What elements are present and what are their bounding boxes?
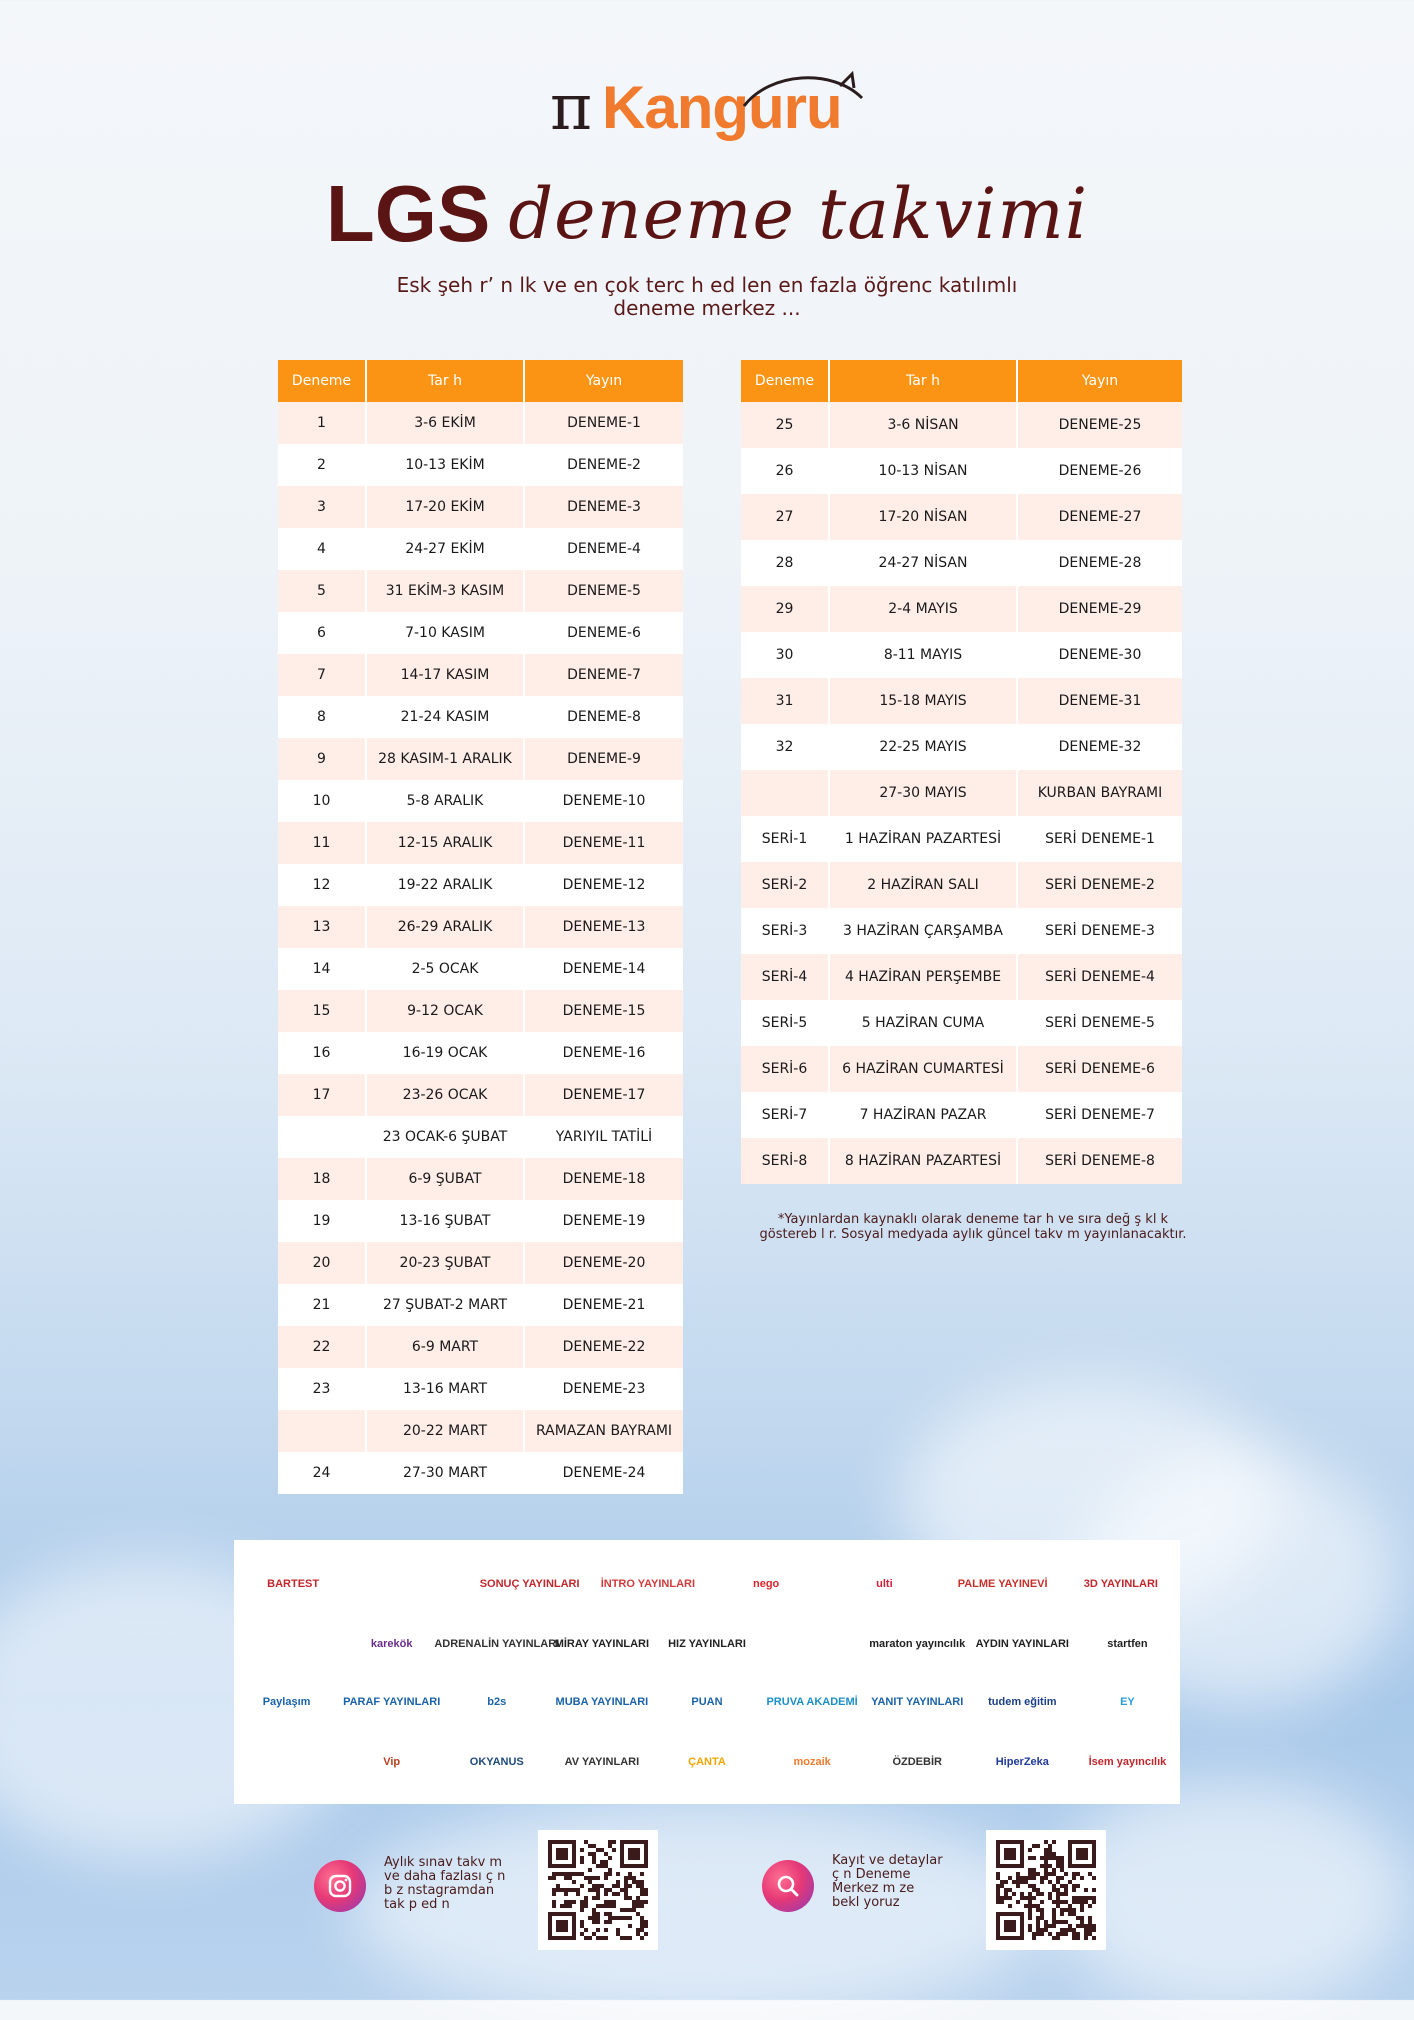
cell-yayin: DENEME-30: [1017, 632, 1182, 678]
cell-deneme: 28: [741, 540, 829, 586]
cell-deneme: 18: [278, 1158, 366, 1200]
publisher-logo: HiperZeka: [995, 1756, 1049, 1768]
table-row: [741, 816, 1182, 862]
table-row: [278, 1368, 683, 1410]
cell-tarih: 26-29 ARALIK: [366, 906, 524, 948]
publisher-logo: ÖZDEBİR: [892, 1756, 942, 1768]
cell-yayin: DENEME-7: [524, 654, 683, 696]
header-tarih: Tar h: [366, 360, 524, 402]
table-row: [741, 586, 1182, 632]
page-title: [0, 168, 1414, 258]
cell-yayin: DENEME-25: [1017, 402, 1182, 448]
instagram-text: Aylık sınav takv m ve daha fazlası ç n b z nstagramdan tak p ed n: [384, 1855, 506, 1912]
cell-deneme: SERİ-5: [741, 1000, 829, 1046]
cell-yayin: DENEME-10: [524, 780, 683, 822]
table-row: [741, 954, 1182, 1000]
cell-yayin: DENEME-3: [524, 486, 683, 528]
cell-tarih: 8 HAZİRAN PAZARTESİ: [829, 1138, 1017, 1184]
publisher-logo: b2s: [487, 1696, 507, 1708]
cell-deneme: 13: [278, 906, 366, 948]
subtitle: Esk şeh r’ n lk ve en çok terc h ed len en fazla öğrenc katılımlı deneme merkez ...: [396, 273, 1018, 320]
cell-yayin: DENEME-20: [524, 1242, 683, 1284]
publisher-logo: Paylaşım: [262, 1696, 311, 1708]
table-row: [278, 906, 683, 948]
publisher-logo: ulti: [876, 1578, 893, 1590]
cell-deneme: 1: [278, 402, 366, 444]
cell-deneme: 30: [741, 632, 829, 678]
publisher-logo: OKYANUS: [469, 1756, 524, 1768]
publisher-logo: Vip: [383, 1756, 401, 1768]
table-row: [278, 1326, 683, 1368]
cell-deneme: 27: [741, 494, 829, 540]
table-row: [278, 738, 683, 780]
cell-tarih: 10-13 EKİM: [366, 444, 524, 486]
title-lgs: LGS: [325, 169, 491, 258]
cell-yayin: DENEME-27: [1017, 494, 1182, 540]
table-row: [278, 1284, 683, 1326]
publisher-logo: 3D YAYINLARI: [1083, 1578, 1158, 1590]
cell-deneme: SERİ-6: [741, 1046, 829, 1092]
table-row: [741, 632, 1182, 678]
cell-tarih: 4 HAZİRAN PERŞEMBE: [829, 954, 1017, 1000]
cell-deneme: 29: [741, 586, 829, 632]
table-row: [741, 540, 1182, 586]
cell-yayin: DENEME-5: [524, 570, 683, 612]
cell-tarih: 20-23 ŞUBAT: [366, 1242, 524, 1284]
cell-yayin: DENEME-22: [524, 1326, 683, 1368]
cell-tarih: 20-22 MART: [366, 1410, 524, 1452]
table-row: [741, 448, 1182, 494]
cell-deneme: SERİ-4: [741, 954, 829, 1000]
cell-yayin: DENEME-17: [524, 1074, 683, 1116]
cell-tarih: 15-18 MAYIS: [829, 678, 1017, 724]
cell-tarih: 6 HAZİRAN CUMARTESİ: [829, 1046, 1017, 1092]
cell-deneme: 23: [278, 1368, 366, 1410]
publisher-logo: ÇANTA: [688, 1756, 726, 1768]
title-script: deneme takvimi: [508, 173, 1089, 255]
publisher-logo: [359, 1562, 463, 1606]
table-row: [278, 570, 683, 612]
table-row: [278, 948, 683, 990]
cell-deneme: 17: [278, 1074, 366, 1116]
cell-deneme: 16: [278, 1032, 366, 1074]
publisher-logo: YANIT YAYINLARI: [871, 1696, 964, 1708]
cell-deneme: SERİ-7: [741, 1092, 829, 1138]
cell-yayin: DENEME-8: [524, 696, 683, 738]
brand-name: Kanguru: [602, 74, 842, 141]
cell-tarih: 28 KASIM-1 ARALIK: [366, 738, 524, 780]
cell-deneme: 19: [278, 1200, 366, 1242]
table-row: [741, 678, 1182, 724]
cell-yayin: DENEME-16: [524, 1032, 683, 1074]
cell-tarih: 16-19 OCAK: [366, 1032, 524, 1074]
table-row: [278, 444, 683, 486]
table-row: [278, 528, 683, 570]
cell-deneme: 4: [278, 528, 366, 570]
cell-tarih: 8-11 MAYIS: [829, 632, 1017, 678]
cell-yayin: DENEME-31: [1017, 678, 1182, 724]
cell-tarih: 10-13 NİSAN: [829, 448, 1017, 494]
table-row: [278, 990, 683, 1032]
table-row: [278, 696, 683, 738]
cell-tarih: 3-6 NİSAN: [829, 402, 1017, 448]
cell-tarih: 27 ŞUBAT-2 MART: [366, 1284, 524, 1326]
publisher-logo: MUBA YAYINLARI: [555, 1696, 649, 1708]
cell-tarih: 12-15 ARALIK: [366, 822, 524, 864]
table-row: [741, 908, 1182, 954]
cell-yayin: SERİ DENEME-3: [1017, 908, 1182, 954]
table-row: [741, 494, 1182, 540]
table-row: [278, 486, 683, 528]
cell-yayin: DENEME-6: [524, 612, 683, 654]
cell-tarih: 5 HAZİRAN CUMA: [829, 1000, 1017, 1046]
cell-deneme: 26: [741, 448, 829, 494]
publisher-logo: nego: [752, 1578, 780, 1590]
cell-yayin: DENEME-4: [524, 528, 683, 570]
table-row: [278, 1158, 683, 1200]
cell-tarih: 14-17 KASIM: [366, 654, 524, 696]
cell-deneme: 10: [278, 780, 366, 822]
brand-pi: π: [550, 71, 593, 145]
registration-section: [762, 1830, 1122, 1950]
cell-yayin: DENEME-2: [524, 444, 683, 486]
cell-deneme: 25: [741, 402, 829, 448]
table-row: [278, 1452, 683, 1494]
publisher-logo: AYDIN YAYINLARI: [975, 1638, 1069, 1650]
cell-tarih: 27-30 MART: [366, 1452, 524, 1494]
publisher-logo: EY: [1120, 1696, 1135, 1708]
cell-yayin: DENEME-23: [524, 1368, 683, 1410]
cell-yayin: DENEME-24: [524, 1452, 683, 1494]
cell-tarih: 6-9 ŞUBAT: [366, 1158, 524, 1200]
cell-tarih: 3 HAZİRAN ÇARŞAMBA: [829, 908, 1017, 954]
publisher-logo: ADRENALİN YAYINLARI: [434, 1638, 560, 1650]
cell-deneme: 24: [278, 1452, 366, 1494]
cell-tarih: 2-5 OCAK: [366, 948, 524, 990]
table-row: [741, 724, 1182, 770]
table-row: [278, 864, 683, 906]
publisher-logo: İNTRO YAYINLARI: [600, 1578, 696, 1590]
header-deneme: Deneme: [741, 360, 829, 402]
table-row: [741, 402, 1182, 448]
cell-yayin: DENEME-9: [524, 738, 683, 780]
cell-tarih: 23-26 OCAK: [366, 1074, 524, 1116]
cell-yayin: SERİ DENEME-6: [1017, 1046, 1182, 1092]
publisher-logo: [241, 1740, 332, 1784]
publisher-logo: SONUÇ YAYINLARI: [479, 1578, 580, 1590]
registration-text: Kayıt ve detaylar ç n Deneme Merkez m ze bekl yoruz: [832, 1853, 943, 1910]
schedule-table-right: [741, 360, 1182, 1184]
cell-tarih: 13-16 ŞUBAT: [366, 1200, 524, 1242]
cell-deneme: 7: [278, 654, 366, 696]
cell-deneme: 12: [278, 864, 366, 906]
cell-yayin: SERİ DENEME-8: [1017, 1138, 1182, 1184]
publisher-logo: MİRAY YAYINLARI: [554, 1638, 650, 1650]
cell-tarih: 3-6 EKİM: [366, 402, 524, 444]
cell-deneme: 31: [741, 678, 829, 724]
cell-yayin: DENEME-19: [524, 1200, 683, 1242]
cell-yayin: DENEME-29: [1017, 586, 1182, 632]
schedule-table-left: [278, 360, 683, 1494]
cell-deneme: 11: [278, 822, 366, 864]
table-row: [278, 1410, 683, 1452]
header-deneme: Deneme: [278, 360, 366, 402]
publisher-logos-panel: [234, 1540, 1180, 1804]
table-row: [278, 612, 683, 654]
cell-tarih: 21-24 KASIM: [366, 696, 524, 738]
cell-deneme: [741, 770, 829, 816]
instagram-icon[interactable]: [314, 1860, 366, 1912]
search-icon[interactable]: [762, 1860, 814, 1912]
cell-yayin: DENEME-12: [524, 864, 683, 906]
table-row: [278, 1116, 683, 1158]
cell-deneme: 2: [278, 444, 366, 486]
cell-tarih: 6-9 MART: [366, 1326, 524, 1368]
cell-yayin: DENEME-15: [524, 990, 683, 1032]
cell-yayin: YARIYIL TATİLİ: [524, 1116, 683, 1158]
brand-logo: [550, 68, 870, 148]
cell-tarih: 23 OCAK-6 ŞUBAT: [366, 1116, 524, 1158]
header-yayin: Yayın: [1017, 360, 1182, 402]
cell-yayin: SERİ DENEME-1: [1017, 816, 1182, 862]
cell-yayin: SERİ DENEME-4: [1017, 954, 1182, 1000]
publisher-logo: İsem yayıncılık: [1088, 1756, 1167, 1768]
cell-deneme: 8: [278, 696, 366, 738]
publisher-logo: mozaik: [793, 1756, 831, 1768]
publisher-logo: [767, 1622, 858, 1666]
cell-tarih: 17-20 NİSAN: [829, 494, 1017, 540]
publisher-logo: PARAF YAYINLARI: [343, 1696, 441, 1708]
table-row: [278, 1242, 683, 1284]
publisher-logo: BARTEST: [267, 1578, 320, 1590]
table-row: [741, 1000, 1182, 1046]
cell-deneme: 32: [741, 724, 829, 770]
cell-deneme: SERİ-1: [741, 816, 829, 862]
cell-deneme: 21: [278, 1284, 366, 1326]
cell-yayin: DENEME-1: [524, 402, 683, 444]
table-row: [278, 1032, 683, 1074]
publisher-logo: tudem eğitim: [988, 1696, 1057, 1708]
cell-yayin: DENEME-26: [1017, 448, 1182, 494]
instagram-section: [314, 1830, 674, 1950]
cell-tarih: 22-25 MAYIS: [829, 724, 1017, 770]
publisher-logo: HIZ YAYINLARI: [668, 1638, 746, 1650]
publisher-logo: karekök: [370, 1638, 413, 1650]
publisher-logo: PRUVA AKADEMİ: [766, 1696, 858, 1708]
table-row: [741, 862, 1182, 908]
cell-yayin: DENEME-11: [524, 822, 683, 864]
publisher-logo: PALME YAYINEVİ: [957, 1578, 1048, 1590]
table-row: [278, 402, 683, 444]
cell-deneme: [278, 1410, 366, 1452]
cell-yayin: DENEME-18: [524, 1158, 683, 1200]
publisher-logo: AV YAYINLARI: [564, 1756, 640, 1768]
table-row: [278, 654, 683, 696]
table-row: [278, 822, 683, 864]
cell-deneme: 5: [278, 570, 366, 612]
table-header-row: [278, 360, 683, 402]
cell-deneme: 6: [278, 612, 366, 654]
publisher-logo: PUAN: [691, 1696, 723, 1708]
registration-qr-code[interactable]: [986, 1830, 1106, 1950]
schedule-note: *Yayınlardan kaynaklı olarak deneme tar h ve sıra değ ş kl k göstereb l r. Sosyal medyada aylık güncel takv m yayınlanacaktır.: [759, 1212, 1187, 1242]
cell-yayin: SERİ DENEME-5: [1017, 1000, 1182, 1046]
cell-tarih: 17-20 EKİM: [366, 486, 524, 528]
cell-tarih: 13-16 MART: [366, 1368, 524, 1410]
kangaroo-icon: [740, 68, 870, 128]
cell-yayin: DENEME-28: [1017, 540, 1182, 586]
table-row: [278, 1074, 683, 1116]
cell-tarih: 2-4 MAYIS: [829, 586, 1017, 632]
cell-yayin: DENEME-32: [1017, 724, 1182, 770]
cell-yayin: SERİ DENEME-7: [1017, 1092, 1182, 1138]
cell-tarih: 31 EKİM-3 KASIM: [366, 570, 524, 612]
publisher-logo: maraton yayıncılık: [869, 1638, 966, 1650]
cell-tarih: 7-10 KASIM: [366, 612, 524, 654]
instagram-qr-code[interactable]: [538, 1830, 658, 1950]
publisher-logo: [241, 1622, 332, 1666]
cell-deneme: SERİ-2: [741, 862, 829, 908]
cell-tarih: 7 HAZİRAN PAZAR: [829, 1092, 1017, 1138]
cell-yayin: RAMAZAN BAYRAMI: [524, 1410, 683, 1452]
cell-yayin: KURBAN BAYRAMI: [1017, 770, 1182, 816]
publisher-logo: startfen: [1107, 1638, 1148, 1650]
cell-tarih: 27-30 MAYIS: [829, 770, 1017, 816]
cell-tarih: 1 HAZİRAN PAZARTESİ: [829, 816, 1017, 862]
cell-yayin: DENEME-21: [524, 1284, 683, 1326]
cell-deneme: SERİ-3: [741, 908, 829, 954]
cell-deneme: [278, 1116, 366, 1158]
cell-tarih: 2 HAZİRAN SALI: [829, 862, 1017, 908]
header-tarih: Tar h: [829, 360, 1017, 402]
cell-yayin: SERİ DENEME-2: [1017, 862, 1182, 908]
cell-deneme: 22: [278, 1326, 366, 1368]
table-header-row: [741, 360, 1182, 402]
cell-deneme: 15: [278, 990, 366, 1032]
cell-tarih: 19-22 ARALIK: [366, 864, 524, 906]
header-yayin: Yayın: [524, 360, 683, 402]
cell-yayin: DENEME-14: [524, 948, 683, 990]
cell-tarih: 24-27 EKİM: [366, 528, 524, 570]
cell-deneme: 9: [278, 738, 366, 780]
table-row: [278, 780, 683, 822]
table-row: [278, 1200, 683, 1242]
cell-tarih: 9-12 OCAK: [366, 990, 524, 1032]
cell-deneme: SERİ-8: [741, 1138, 829, 1184]
table-row: [741, 1138, 1182, 1184]
cell-deneme: 20: [278, 1242, 366, 1284]
cell-deneme: 14: [278, 948, 366, 990]
cell-yayin: DENEME-13: [524, 906, 683, 948]
cell-deneme: 3: [278, 486, 366, 528]
cell-tarih: 24-27 NİSAN: [829, 540, 1017, 586]
table-row: [741, 1046, 1182, 1092]
table-row: [741, 1092, 1182, 1138]
table-row: [741, 770, 1182, 816]
cell-tarih: 5-8 ARALIK: [366, 780, 524, 822]
